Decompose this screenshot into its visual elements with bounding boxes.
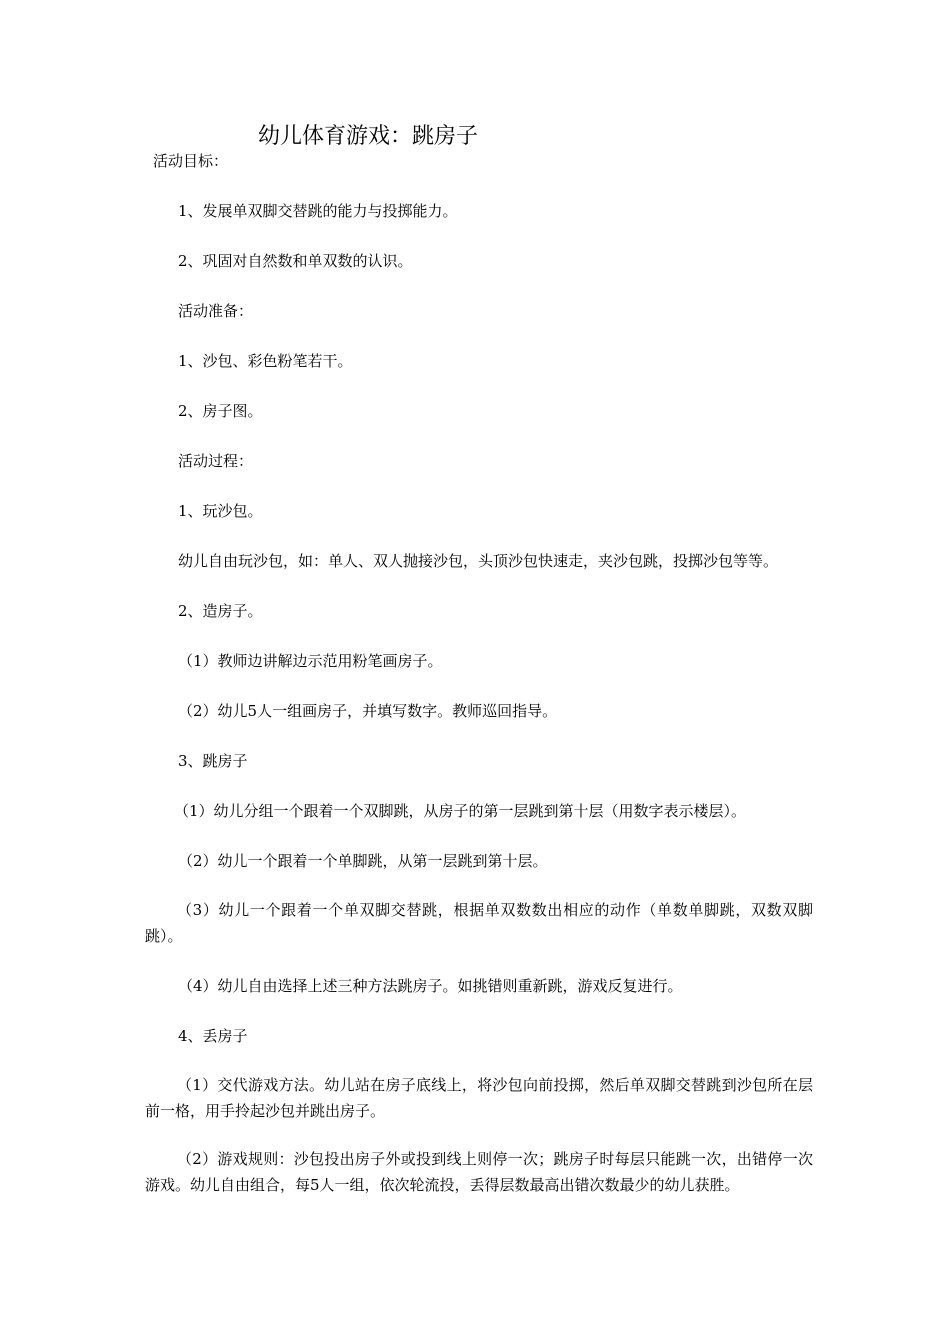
- process-step-4-sub-1: （1）交代游戏方法。幼儿站在房子底线上，将沙包向前投掷，然后单双脚交替跳到沙包所在层前一格，用手拎起沙包并跳出房子。: [145, 1076, 813, 1120]
- process-step-2-sub-1: （1）教师边讲解边示范用粉笔画房子。: [178, 652, 443, 670]
- goal-item-1: 1、发展单双脚交替跳的能力与投掷能力。: [178, 202, 458, 220]
- document-title: 幼儿体育游戏：跳房子: [258, 124, 479, 149]
- preparation-item-2: 2、房子图。: [178, 402, 263, 420]
- process-step-3-sub-1: （1）幼儿分组一个跟着一个双脚跳，从房子的第一层跳到第十层（用数字表示楼层）。: [174, 802, 747, 820]
- section-heading-preparation: 活动准备：: [178, 302, 254, 320]
- process-step-1: 1、玩沙包。: [178, 502, 263, 520]
- process-step-3-sub-2: （2）幼儿一个跟着一个单脚跳，从第一层跳到第十层。: [178, 852, 548, 870]
- process-step-4-sub-2: （2）游戏规则：沙包投出房子外或投到线上则停一次；跳房子时每层只能跳一次，出错停一次游戏。幼儿自由组合，每5人一组，依次轮流投，丢得层数最高出错次数最少的幼儿获胜。: [145, 1150, 813, 1194]
- process-step-2: 2、造房子。: [178, 602, 263, 620]
- process-step-3-sub-3: （3）幼儿一个跟着一个单双脚交替跳，根据单双数数出相应的动作（单数单脚跳，双数双脚跳）。: [145, 901, 813, 945]
- process-step-2-sub-2: （2）幼儿5人一组画房子，并填写数字。教师巡回指导。: [178, 702, 558, 720]
- goal-item-2: 2、巩固对自然数和单双数的认识。: [178, 252, 413, 270]
- preparation-item-1: 1、沙包、彩色粉笔若干。: [178, 352, 353, 370]
- process-step-3: 3、跳房子: [178, 752, 248, 770]
- process-step-1-detail: 幼儿自由玩沙包，如：单人、双人抛接沙包，头顶沙包快速走，夹沙包跳，投掷沙包等等。: [178, 552, 779, 570]
- section-heading-goals: 活动目标：: [153, 152, 229, 170]
- process-step-3-sub-4: （4）幼儿自由选择上述三种方法跳房子。如挑错则重新跳，游戏反复进行。: [178, 977, 683, 995]
- section-heading-process: 活动过程：: [178, 452, 254, 470]
- process-step-4: 4、丢房子: [178, 1027, 248, 1045]
